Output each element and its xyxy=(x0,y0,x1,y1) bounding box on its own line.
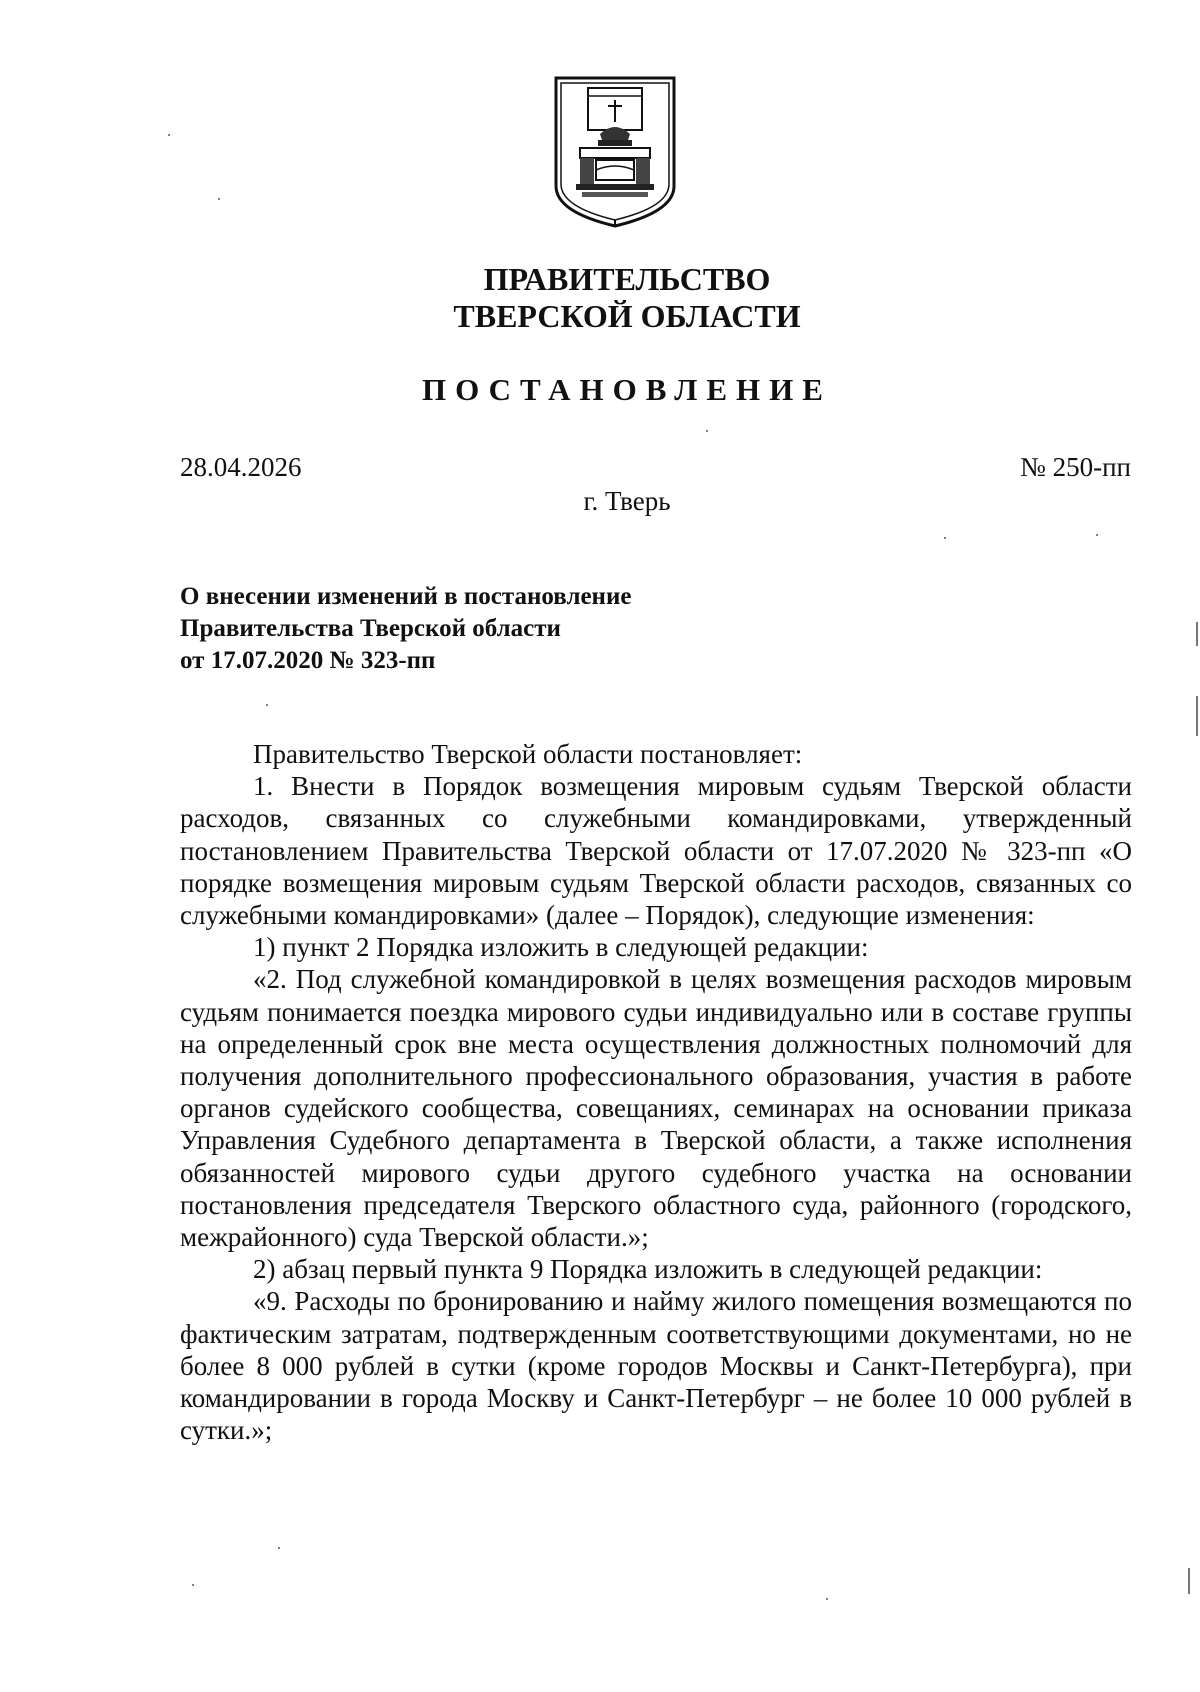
tver-coat-of-arms-icon xyxy=(552,74,678,230)
body-paragraph-subitem2: 2) абзац первый пункта 9 Порядка изложить в следующей редакции: xyxy=(253,1254,1043,1285)
body-paragraph-item1: 1. Внести в Порядок возмещения мировым судьям Тверской области расходов, связанных со служебными командировками, утвержденный постановлением Правительства Тверской области от 17.07.2020 № 323-пп «О порядке возмещения мировым судьям Тверской области расходов, связанных со служебными командировками» (далее – Порядок), следующие изменения: xyxy=(180,771,1132,931)
government-title-line1: ПРАВИТЕЛЬСТВО xyxy=(483,261,771,297)
scan-speck xyxy=(266,704,268,706)
body-paragraph-preamble: Правительство Тверской области постановляет: xyxy=(253,739,803,769)
government-title-line2: ТВЕРСКОЙ ОБЛАСТИ xyxy=(453,298,801,334)
body-paragraph-subitem1: 1) пункт 2 Порядка изложить в следующей редакции: xyxy=(253,932,869,963)
scan-speck xyxy=(1096,534,1098,536)
scan-speck xyxy=(278,1547,280,1549)
scan-speck xyxy=(826,1598,828,1600)
subject-line2: Правительства Тверской области xyxy=(180,615,561,642)
scan-edge-mark xyxy=(1196,622,1198,646)
government-title xyxy=(0,261,1200,335)
subject-line1: О внесении изменений в постановление xyxy=(180,583,632,610)
scan-speck xyxy=(218,198,220,200)
document-date: 28.04.2026 xyxy=(180,452,302,482)
document-number: № 250-пп xyxy=(1020,452,1131,482)
document-body xyxy=(180,738,1132,1446)
scan-speck xyxy=(192,1584,194,1586)
body-paragraph-clause9: «9. Расходы по бронированию и найму жилого помещения возмещаются по фактическим затратам, подтвержденным соответствующими документами, но не более 8 000 рублей в сутки (кроме городов Москвы и Санкт-Петербурга), при командировании в города Москву и Санкт-Петербург – не более 10 000 рублей в сутки.»; xyxy=(180,1286,1132,1446)
scan-edge-mark xyxy=(1196,696,1198,736)
scan-edge-mark xyxy=(1188,1568,1190,1594)
scan-speck xyxy=(168,134,170,136)
document-type: ПОСТАНОВЛЕНИЕ xyxy=(422,372,832,407)
body-paragraph-clause2: «2. Под служебной командировкой в целях возмещения расходов мировым судьям понимается поездка мирового судьи индивидуально или в составе группы на определенный срок вне места осуществления должностных полномочий для получения дополнительного профессионального образования, участия в работе органов судейского сообщества, совещаниях, семинарах на основании приказа Управления Судебного департамента в Тверской области, а также исполнения обязанностей мирового судьи другого судебного участка на основании постановления председателя Тверского областного суда, районного (городского, межрайонного) суда Тверской области.»; xyxy=(180,964,1132,1253)
subject-line3: от 17.07.2020 № 323-пп xyxy=(180,647,436,674)
scan-speck xyxy=(944,537,946,539)
document-city: г. Тверь xyxy=(583,486,671,516)
document-subject xyxy=(180,581,631,677)
scan-speck xyxy=(706,430,708,432)
